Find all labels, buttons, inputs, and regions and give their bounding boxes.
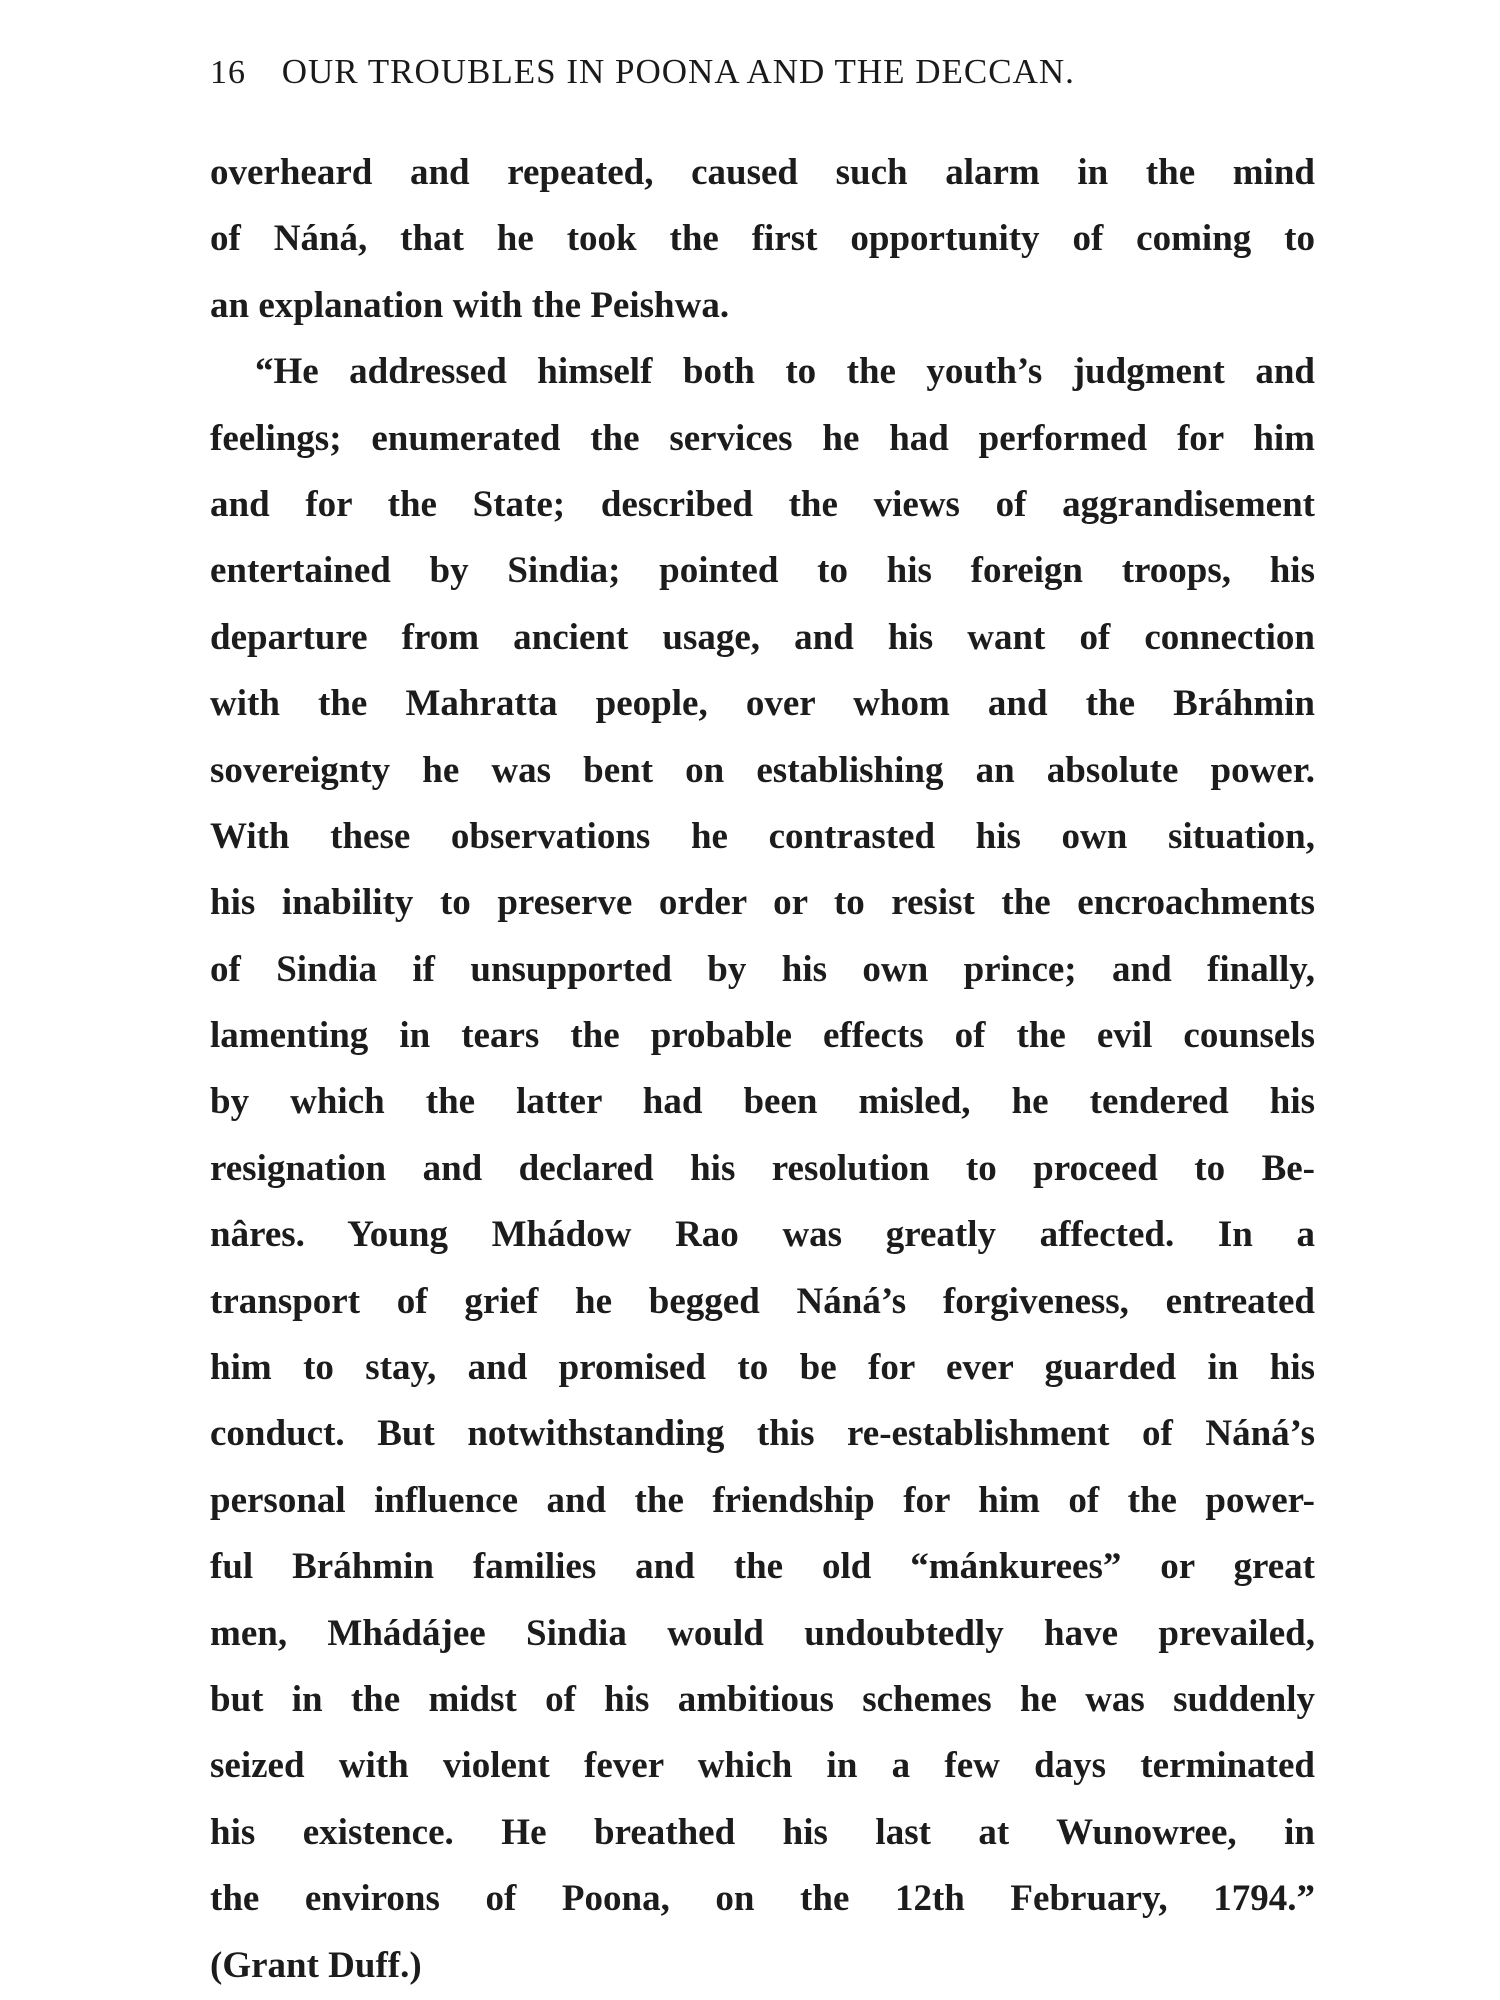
text-line: of Sindia if unsupported by his own prince; and finally, bbox=[210, 948, 1315, 990]
text-line: by which the latter had been misled, he tendered his bbox=[210, 1081, 1315, 1123]
text-line: “He addressed himself both to the youth’s judgment and bbox=[255, 351, 1315, 393]
text-line: conduct. But notwithstanding this re-establishment of Náná’s bbox=[210, 1413, 1315, 1455]
text-line: the environs of Poona, on the 12th February, 1794.” bbox=[210, 1878, 1315, 1920]
paragraph-1 bbox=[210, 140, 1315, 339]
text-line: resignation and declared his resolution to proceed to Be- bbox=[210, 1147, 1315, 1189]
text-line: of Náná, that he took the first opportunity of coming to bbox=[210, 218, 1315, 260]
text-line: overheard and repeated, caused such alarm in the mind bbox=[210, 152, 1315, 193]
running-head bbox=[210, 52, 1310, 100]
text-line: feelings; enumerated the services he had performed for him bbox=[210, 417, 1315, 459]
text-line: him to stay, and promised to be for ever guarded in his bbox=[210, 1347, 1315, 1389]
text-line: departure from ancient usage, and his want of connection bbox=[210, 616, 1315, 658]
running-title: OUR TROUBLES IN POONA AND THE DECCAN. bbox=[281, 52, 1075, 91]
text-line: ful Bráhmin families and the old “mánkurees” or great bbox=[210, 1546, 1315, 1588]
page-number: 16 bbox=[210, 54, 246, 91]
text-line: his existence. He breathed his last at Wunowree, in bbox=[210, 1811, 1315, 1853]
text-line: lamenting in tears the probable effects of the evil counsels bbox=[210, 1015, 1315, 1057]
text-line: With these observations he contrasted his own situation, bbox=[210, 815, 1315, 857]
text-line: men, Mhádájee Sindia would undoubtedly have prevailed, bbox=[210, 1612, 1315, 1654]
body-text bbox=[210, 140, 1315, 1999]
paragraph-2 bbox=[210, 339, 1315, 1999]
text-line: entertained by Sindia; pointed to his foreign troops, his bbox=[210, 550, 1315, 592]
text-line: an explanation with the Peishwa. bbox=[210, 284, 730, 326]
text-line: seized with violent fever which in a few days terminated bbox=[210, 1745, 1315, 1787]
text-line: personal influence and the friendship for him of the power- bbox=[210, 1479, 1315, 1521]
text-line: but in the midst of his ambitious schemes he was suddenly bbox=[210, 1678, 1315, 1720]
text-line: sovereignty he was bent on establishing an absolute power. bbox=[210, 749, 1315, 791]
citation: (Grant Duff.) bbox=[210, 1944, 422, 1986]
text-line: and for the State; described the views of aggrandisement bbox=[210, 483, 1315, 525]
text-line: his inability to preserve order or to resist the encroachments bbox=[210, 882, 1315, 924]
text-line: nâres. Young Mhádow Rao was greatly affected. In a bbox=[210, 1214, 1315, 1256]
text-line: with the Mahratta people, over whom and the Bráhmin bbox=[210, 683, 1315, 725]
text-line: transport of grief he begged Náná’s forgiveness, entreated bbox=[210, 1280, 1315, 1322]
